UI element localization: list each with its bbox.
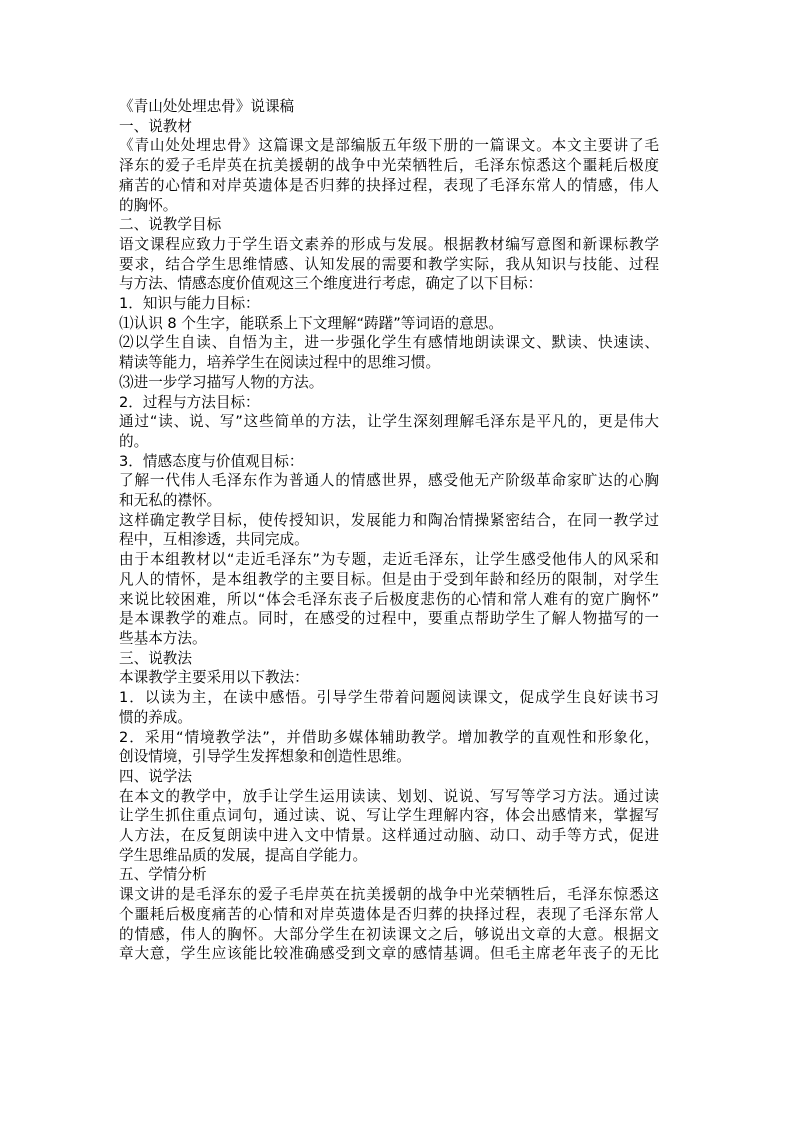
text-line: 让学生抓住重点词句，通过读、说、写让学生理解内容，体会出感情来，掌握写 — [119, 807, 659, 825]
text-line: 个噩耗后极度痛苦的心情和对岸英遗体是否归葬的抉择过程，表现了毛泽东常人 — [119, 905, 659, 923]
text-line: 3．情感态度与价值观目标： — [119, 452, 304, 470]
document-title: 《青山处处埋忠骨》说课稿 — [119, 98, 295, 115]
text-line: 的情感，伟人的胸怀。大部分学生在初读课文之后，够说出文章的大意。根据文 — [119, 925, 659, 943]
text-line: 精读等能力，培养学生在阅读过程中的思维习惯。 — [119, 354, 441, 372]
text-line: 来说比较困难，所以“体会毛泽东丧子后极度悲伤的心情和常人难有的宽广胸怀” — [119, 590, 659, 608]
text-line: 二、说教学目标 — [119, 216, 222, 234]
text-line: 章大意，学生应该能比较准确感受到文章的感情基调。但毛主席老年丧子的无比 — [119, 945, 659, 963]
text-line: 和无私的襟怀。 — [119, 492, 222, 510]
text-line: 课文讲的是毛泽东的爱子毛岸英在抗美援朝的战争中光荣牺牲后，毛泽东惊悉这 — [119, 886, 659, 904]
text-line: 些基本方法。 — [119, 629, 207, 647]
text-line: ⑵以学生自读、自悟为主，进一步强化学生有感情地朗读课文、默读、快速读、 — [119, 334, 659, 352]
text-line: 的胸怀。 — [119, 196, 178, 214]
text-line: 泽东的爱子毛岸英在抗美援朝的战争中光荣牺牲后，毛泽东惊悉这个噩耗后极度 — [119, 157, 659, 175]
text-line: 语文课程应致力于学生语文素养的形成与发展。根据教材编写意图和新课标教学 — [119, 235, 659, 253]
text-line: 2．采用“情境教学法”，并借助多媒体辅助教学。增加教学的直观性和形象化， — [119, 728, 659, 746]
text-line: 程中，互相渗透，共同完成。 — [119, 531, 309, 549]
text-line: 的。 — [119, 432, 149, 450]
text-line: 1．知识与能力目标： — [119, 295, 260, 313]
text-line: 了解一代伟人毛泽东作为普通人的情感世界，感受他无产阶级革命家旷达的心胸 — [119, 472, 659, 490]
text-line: 1．以读为主，在读中感悟。引导学生带着问题阅读课文，促成学生良好读书习 — [119, 689, 659, 707]
text-line: 由于本组教材以“走近毛泽东”为专题，走近毛泽东，让学生感受他伟人的风采和 — [119, 551, 659, 569]
text-line: ⑴认识 8 个生字，能联系上下文理解“踌躇”等词语的意思。 — [119, 314, 503, 332]
text-line: 凡人的情怀，是本组教学的主要目标。但是由于受到年龄和经历的限制，对学生 — [119, 570, 659, 588]
text-line: 要求，结合学生思维情感、认知发展的需要和教学实际，我从知识与技能、过程 — [119, 255, 659, 273]
text-line: 通过“读、说、写”这些简单的方法，让学生深刻理解毛泽东是平凡的，更是伟大 — [119, 413, 659, 431]
text-line: 人方法，在反复朗读中进入文中情景。这样通过动脑、动口、动手等方式，促进 — [119, 827, 659, 845]
text-line: 这样确定教学目标，使传授知识，发展能力和陶冶情操紧密结合，在同一教学过 — [119, 511, 659, 529]
text-line: ⑶进一步学习描写人物的方法。 — [119, 373, 324, 391]
text-line: 是本课教学的难点。同时，在感受的过程中，要重点帮助学生了解人物描写的一 — [119, 610, 659, 628]
text-line: 《青山处处埋忠骨》这篇课文是部编版五年级下册的一篇课文。本文主要讲了毛 — [119, 137, 659, 155]
text-line: 创设情境，引导学生发挥想象和创造性思维。 — [119, 748, 411, 766]
text-line: 三、说教法 — [119, 649, 192, 667]
text-line: 在本文的教学中，放手让学生运用读读、划划、说说、写写等学习方法。通过读 — [119, 787, 659, 805]
text-line: 2．过程与方法目标： — [119, 393, 260, 411]
document-body — [119, 97, 659, 964]
text-line: 四、说学法 — [119, 767, 192, 785]
text-line: 学生思维品质的发展，提高自学能力。 — [119, 846, 368, 864]
text-line: 本课教学主要采用以下教法： — [119, 669, 309, 687]
text-line: 痛苦的心情和对岸英遗体是否归葬的抉择过程，表现了毛泽东常人的情感，伟人 — [119, 176, 659, 194]
text-line: 与方法、情感态度价值观这三个维度进行考虑，确定了以下目标： — [119, 275, 543, 293]
text-line: 一、说教材 — [119, 117, 192, 135]
text-line: 惯的养成。 — [119, 708, 192, 726]
text-line: 五、学情分析 — [119, 866, 207, 884]
